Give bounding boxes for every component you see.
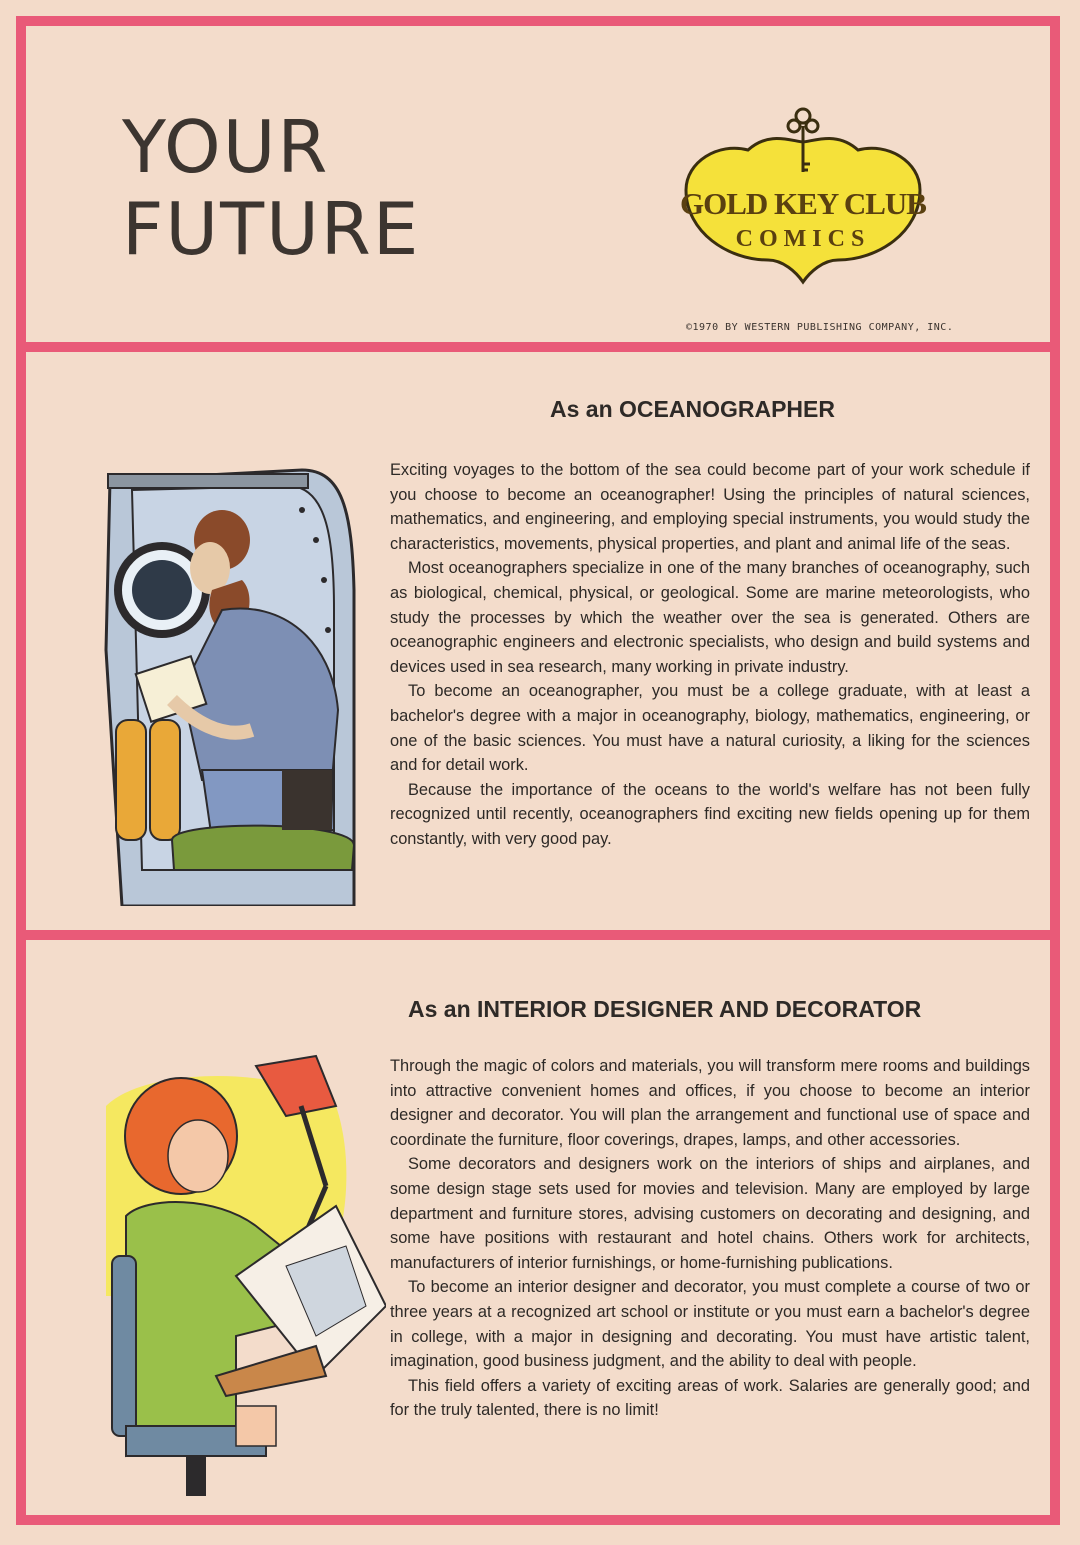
section-heading-interior-designer: As an INTERIOR DESIGNER AND DECORATOR [408, 996, 922, 1022]
paragraph: This field offers a variety of exciting areas of work. Salaries are generally good; and for the truly talented, there is no limit! [390, 1376, 1030, 1420]
paragraph: Because the importance of the oceans to the world's welfare has not been fully recognized until recently, oceanographers find exciting new fields opening up for them constantly, with very good pay. [390, 780, 1030, 848]
divider-middle [26, 930, 1050, 940]
section-body-oceanographer [390, 458, 1030, 852]
page-title [122, 106, 420, 270]
paragraph: Exciting voyages to the bottom of the sea could become part of your work schedule if you choose to become an oceanographer! Using the principles of natural sciences, mathematics, and engineering, and employing special instruments, you would study the characteristics, movements, physical properties, and plant and animal life of the seas. [390, 461, 1030, 553]
page-frame [16, 16, 1060, 1525]
badge-line-1: GOLD KEY CLUB [680, 186, 926, 221]
section-body-interior-designer [390, 1054, 1030, 1423]
divider-top [26, 342, 1050, 352]
paragraph: To become an interior designer and decorator, you must complete a course of two or three years at a recognized art school or institute or you must earn a bachelor's degree in college, with a major in designing and decorating. You must have artistic talent, imagination, good business judgment, and the ability to deal with people. [390, 1278, 1030, 1371]
title-line-1: YOUR [122, 105, 330, 189]
gold-key-club-badge [678, 102, 928, 302]
paragraph: Through the magic of colors and materials, you will transform mere rooms and buildings into attractive convenient homes and offices, if you choose to become an interior designer and decorator. You will plan the arrangement and functional use of space and coordinate the furniture, floor coverings, drapes, lamps, and other accessories. [390, 1057, 1030, 1149]
paragraph: Most oceanographers specialize in one of the many branches of oceanography, such as biological, chemical, physical, or geological. Some are marine meteorologists, who study the processes by which the weather over the sea is generated. Others are oceanographic engineers and electronic specialists, who design and build systems and devices used in sea research, many working in private industry. [390, 559, 1030, 676]
title-line-2: FUTURE [122, 187, 421, 271]
oceanographer-illustration [102, 450, 362, 906]
paragraph: Some decorators and designers work on the interiors of ships and airplanes, and some design stage sets used for movies and television. Many are employed by large department and furniture stores, advising customers on decorating and designing, and some have positions with restaurant and hotel chains. Others work for architects, manufacturers of interior furnishings, or home-furnishing publications. [390, 1155, 1030, 1272]
interior-designer-illustration [86, 1046, 386, 1514]
copyright-notice: ©1970 BY WESTERN PUBLISHING COMPANY, INC. [686, 322, 954, 333]
section-heading-oceanographer: As an OCEANOGRAPHER [550, 396, 835, 422]
paragraph: To become an oceanographer, you must be a college graduate, with at least a bachelor's degree with a major in oceanography, biology, mathematics, engineering, or one of the basic sciences. You must have a natural curiosity, a liking for the sciences and for detail work. [390, 682, 1030, 775]
badge-line-2: COMICS [735, 226, 871, 252]
